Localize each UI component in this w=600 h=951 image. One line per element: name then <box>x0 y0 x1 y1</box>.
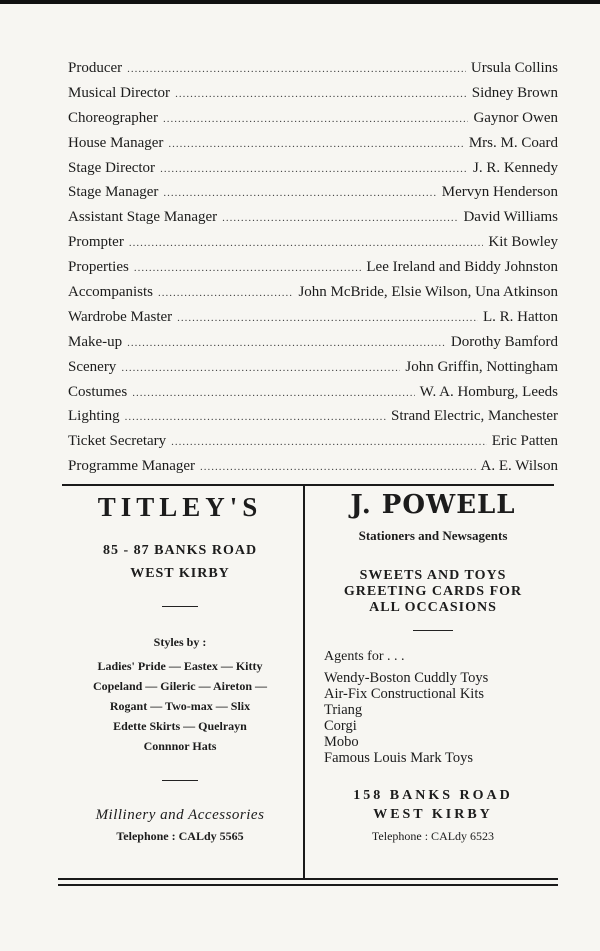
credit-name: Mrs. M. Coard <box>468 134 558 151</box>
credit-row <box>68 433 558 458</box>
style-line: Rogant — Two-max — Slix <box>109 699 251 713</box>
dot-leader <box>177 312 478 324</box>
bottom-rule-double <box>58 884 558 886</box>
credits-list <box>68 60 558 483</box>
dot-leader <box>158 287 293 299</box>
agents-heading: Agents for . . . <box>324 649 405 664</box>
credit-name: Strand Electric, Manchester <box>390 408 558 425</box>
dot-leader <box>134 262 362 274</box>
dot-leader <box>175 88 467 100</box>
credit-name: Ursula Collins <box>470 60 558 76</box>
titleys-tagline: Millinery and Accessories <box>95 807 265 823</box>
credit-row <box>68 259 558 284</box>
dot-leader <box>163 187 436 199</box>
styles-list <box>62 656 298 756</box>
titleys-advert <box>62 490 298 844</box>
column-divider <box>303 486 305 878</box>
section-divider <box>62 484 554 486</box>
credit-name: Mervyn Henderson <box>441 184 558 201</box>
dot-leader <box>127 337 446 349</box>
dot-leader <box>168 138 463 150</box>
credit-row <box>68 334 558 359</box>
credit-role: Stage Manager <box>68 184 159 201</box>
style-line: Edette Skirts — Quelrayn <box>113 719 247 733</box>
credit-role: Stage Director <box>68 159 156 176</box>
credit-role: Properties <box>68 259 129 276</box>
credit-row <box>68 135 558 160</box>
credit-name: John Griffin, Nottingham <box>405 358 558 375</box>
credit-role: Costumes <box>68 383 128 400</box>
credit-role: Ticket Secretary <box>68 433 167 450</box>
credit-role: Prompter <box>68 234 124 251</box>
credit-name: John McBride, Elsie Wilson, Una Atkinson <box>298 284 558 301</box>
dot-leader <box>163 113 468 125</box>
agent-item: Triang <box>324 702 363 718</box>
powell-subtitle: Stationers and Newsagents <box>358 528 508 543</box>
credit-name: A. E. Wilson <box>480 458 558 475</box>
credit-row <box>68 234 558 259</box>
powell-address-street: 158 BANKS ROAD <box>353 788 513 803</box>
agent-item: Mobo <box>324 734 359 750</box>
credit-role: Choreographer <box>68 109 158 126</box>
credit-name: W. A. Homburg, Leeds <box>419 383 558 400</box>
powell-name: J. POWELL <box>350 490 516 520</box>
credit-name: Sidney Brown <box>471 84 558 101</box>
powell-address-town: WEST KIRBY <box>373 807 493 822</box>
style-line: Connnor Hats <box>143 739 217 753</box>
credit-row <box>68 85 558 110</box>
credit-row <box>68 309 558 334</box>
dot-leader <box>160 163 468 175</box>
credit-row <box>68 458 558 483</box>
credit-role: Make-up <box>68 333 123 350</box>
titleys-address-town: WEST KIRBY <box>130 566 230 581</box>
top-edge-bar <box>0 0 600 4</box>
credit-row <box>68 359 558 384</box>
credit-row <box>68 184 558 209</box>
credit-name: Eric Patten <box>491 433 558 450</box>
style-line: Ladies' Pride — Eastex — Kitty <box>97 659 263 673</box>
dot-leader <box>171 436 487 448</box>
sweets-line: GREETING CARDS FOR <box>343 584 523 599</box>
sweets-line: SWEETS AND TOYS <box>359 568 507 583</box>
powell-advert <box>310 490 556 844</box>
credit-row <box>68 284 558 309</box>
credit-name: Gaynor Owen <box>473 109 558 126</box>
credit-role: Musical Director <box>68 84 171 101</box>
credit-row <box>68 408 558 433</box>
agent-item: Air-Fix Constructional Kits <box>324 686 485 702</box>
titleys-name: TITLEY'S <box>97 492 263 522</box>
dot-leader <box>127 63 466 75</box>
credit-row <box>68 384 558 409</box>
dot-leader <box>121 362 400 374</box>
credit-role: House Manager <box>68 134 164 151</box>
dot-leader <box>129 237 484 249</box>
credit-name: Kit Bowley <box>488 234 558 251</box>
credit-row <box>68 160 558 185</box>
dot-leader <box>200 461 475 473</box>
credit-row <box>68 209 558 234</box>
credit-role: Lighting <box>68 408 120 425</box>
agent-item: Wendy-Boston Cuddly Toys <box>324 670 489 686</box>
credit-role: Wardrobe Master <box>68 308 173 325</box>
dot-leader <box>222 212 458 224</box>
credit-role: Accompanists <box>68 284 153 301</box>
style-line: Copeland — Gileric — Aireton — <box>92 679 268 693</box>
credit-row <box>68 110 558 135</box>
powell-telephone: Telephone : CALdy 6523 <box>371 829 495 843</box>
agent-item: Famous Louis Mark Toys <box>324 750 473 766</box>
credit-name: L. R. Hatton <box>483 308 558 325</box>
dot-leader <box>125 411 386 423</box>
credit-role: Producer <box>68 60 123 76</box>
credit-name: Dorothy Bamford <box>450 333 558 350</box>
dot-leader <box>132 387 414 399</box>
credit-name: Lee Ireland and Biddy Johnston <box>366 259 558 276</box>
titleys-address-street: 85 - 87 BANKS ROAD <box>102 543 258 558</box>
titleys-telephone: Telephone : CALdy 5565 <box>116 829 244 843</box>
powell-sweets-list <box>310 568 556 616</box>
styles-heading: Styles by : <box>153 635 207 649</box>
credit-role: Assistant Stage Manager <box>68 209 218 226</box>
bottom-rule <box>58 878 558 880</box>
credit-row <box>68 60 558 85</box>
sweets-line: ALL OCCASIONS <box>369 600 497 615</box>
credit-role: Scenery <box>68 358 117 375</box>
agents-list <box>310 670 556 766</box>
credit-role: Programme Manager <box>68 458 196 475</box>
credit-name: J. R. Kennedy <box>473 159 558 176</box>
credit-name: David Williams <box>463 209 558 226</box>
agent-item: Corgi <box>324 718 357 734</box>
